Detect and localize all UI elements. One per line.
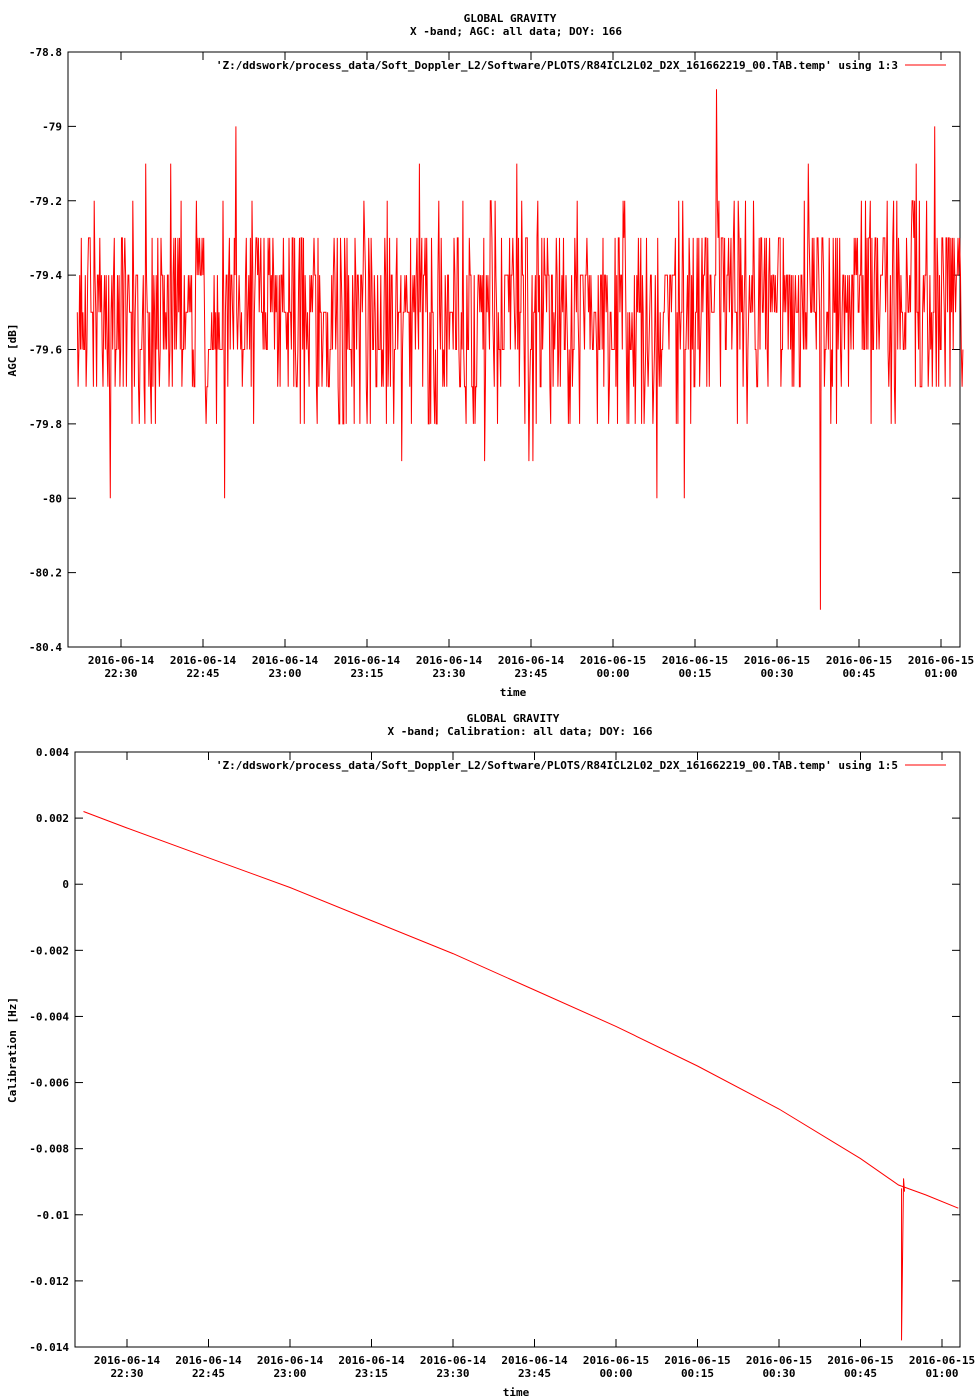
calibration-y-tick-label: 0 <box>62 878 69 892</box>
agc-y-tick-label: -80.4 <box>28 641 62 654</box>
calibration-x-axis-label: time <box>502 1386 530 1399</box>
agc-x-tick-date: 2016-06-14 <box>415 654 483 667</box>
agc-x-axis-label: time <box>499 686 527 699</box>
calibration-x-tick-time: 00:00 <box>599 1367 633 1380</box>
calibration-x-tick-time: 00:30 <box>762 1367 796 1380</box>
agc-x-tick-time: 23:45 <box>514 667 548 680</box>
calibration-series <box>84 812 959 1341</box>
calibration-x-tick-date: 2016-06-14 <box>93 1354 161 1367</box>
calibration-glitch-spike <box>902 1178 905 1340</box>
calibration-y-axis <box>29 746 960 1354</box>
agc-legend-label: 'Z:/ddswork/process_data/Soft_Doppler_L2/Software/PLOTS/R84ICL2L02_D2X_161662219_00.TAB.temp' using 1:3 <box>215 59 898 72</box>
agc-y-tick-label: -78.8 <box>28 46 62 59</box>
calibration-x-tick-date: 2016-06-14 <box>175 1354 242 1367</box>
agc-x-tick-time: 23:00 <box>268 667 302 680</box>
calibration-x-tick-date: 2016-06-15 <box>908 1354 976 1367</box>
calibration-chart <box>6 712 975 1399</box>
agc-x-tick-time: 23:15 <box>350 667 384 680</box>
calibration-x-tick-time: 23:00 <box>273 1367 307 1380</box>
calibration-y-tick-label: 0.002 <box>35 812 69 826</box>
calibration-y-tick-label: -0.01 <box>35 1208 69 1222</box>
calibration-y-tick-label: -0.008 <box>29 1142 69 1156</box>
calibration-x-tick-date: 2016-06-14 <box>338 1354 405 1367</box>
agc-x-tick-time: 00:00 <box>596 667 630 680</box>
agc-x-tick-date: 2016-06-14 <box>497 654 565 667</box>
calibration-x-tick-time: 22:30 <box>110 1367 144 1380</box>
calibration-y-tick-label: -0.002 <box>29 944 69 958</box>
calibration-x-axis <box>94 752 975 1380</box>
agc-chart-title: GLOBAL GRAVITY <box>463 12 557 25</box>
agc-x-tick-date: 2016-06-15 <box>907 654 975 667</box>
calibration-series-line <box>84 812 959 1209</box>
calibration-x-tick-date: 2016-06-14 <box>501 1354 568 1367</box>
agc-x-tick-date: 2016-06-15 <box>661 654 729 667</box>
agc-x-tick-time: 00:30 <box>760 667 794 680</box>
calibration-x-tick-time: 22:45 <box>191 1367 226 1380</box>
agc-x-tick-date: 2016-06-15 <box>743 654 811 667</box>
calibration-chart-title: GLOBAL GRAVITY <box>466 712 560 725</box>
calibration-y-tick-label: -0.014 <box>29 1341 69 1354</box>
calibration-y-tick-label: 0.004 <box>35 746 69 759</box>
calibration-x-tick-date: 2016-06-15 <box>745 1354 813 1367</box>
calibration-x-tick-time: 23:45 <box>517 1367 552 1380</box>
agc-x-tick-date: 2016-06-14 <box>333 654 401 667</box>
calibration-x-tick-time: 00:45 <box>843 1367 878 1380</box>
calibration-x-tick-time: 23:15 <box>354 1367 389 1380</box>
calibration-x-tick-date: 2016-06-15 <box>582 1354 650 1367</box>
calibration-x-tick-date: 2016-06-15 <box>827 1354 894 1367</box>
calibration-x-tick-time: 00:15 <box>680 1367 715 1380</box>
calibration-y-axis-label: Calibration [Hz] <box>6 997 19 1103</box>
calibration-y-tick-label: -0.006 <box>29 1076 69 1090</box>
calibration-chart-subtitle: X -band; Calibration: all data; DOY: 166 <box>387 725 653 738</box>
agc-y-tick-label: -79.2 <box>28 194 62 208</box>
agc-x-tick-date: 2016-06-14 <box>169 654 237 667</box>
agc-x-tick-time: 22:45 <box>186 667 220 680</box>
agc-x-tick-time: 22:30 <box>104 667 138 680</box>
agc-x-tick-time: 23:30 <box>432 667 466 680</box>
agc-y-tick-label: -79.4 <box>28 269 62 283</box>
agc-series-line <box>77 89 963 610</box>
agc-x-tick-time: 01:00 <box>924 667 958 680</box>
agc-series <box>77 89 963 610</box>
agc-x-tick-date: 2016-06-15 <box>579 654 647 667</box>
agc-chart-subtitle: X -band; AGC: all data; DOY: 166 <box>410 25 622 38</box>
agc-y-axis-label: AGC [dB] <box>6 323 19 377</box>
calibration-x-tick-date: 2016-06-14 <box>256 1354 324 1367</box>
agc-x-tick-date: 2016-06-14 <box>87 654 155 667</box>
agc-x-tick-time: 00:15 <box>678 667 712 680</box>
agc-y-tick-label: -80 <box>42 492 62 506</box>
agc-y-tick-label: -80.2 <box>28 566 62 580</box>
agc-y-tick-label: -79.8 <box>28 417 62 431</box>
agc-x-tick-date: 2016-06-14 <box>251 654 319 667</box>
calibration-x-tick-date: 2016-06-14 <box>419 1354 487 1367</box>
agc-y-tick-label: -79.6 <box>28 343 62 357</box>
calibration-y-tick-label: -0.004 <box>29 1010 69 1024</box>
calibration-x-tick-time: 23:30 <box>436 1367 470 1380</box>
agc-x-tick-time: 00:45 <box>842 667 876 680</box>
calibration-plot-frame <box>75 752 960 1347</box>
calibration-x-tick-time: 01:00 <box>925 1367 959 1380</box>
calibration-x-tick-date: 2016-06-15 <box>664 1354 731 1367</box>
calibration-legend-label: 'Z:/ddswork/process_data/Soft_Doppler_L2/Software/PLOTS/R84ICL2L02_D2X_161662219_00.TAB.temp' using 1:5 <box>215 759 898 772</box>
agc-y-tick-label: -79 <box>42 120 62 134</box>
agc-chart <box>6 12 974 699</box>
agc-x-tick-date: 2016-06-15 <box>825 654 893 667</box>
calibration-y-tick-label: -0.012 <box>29 1274 69 1288</box>
